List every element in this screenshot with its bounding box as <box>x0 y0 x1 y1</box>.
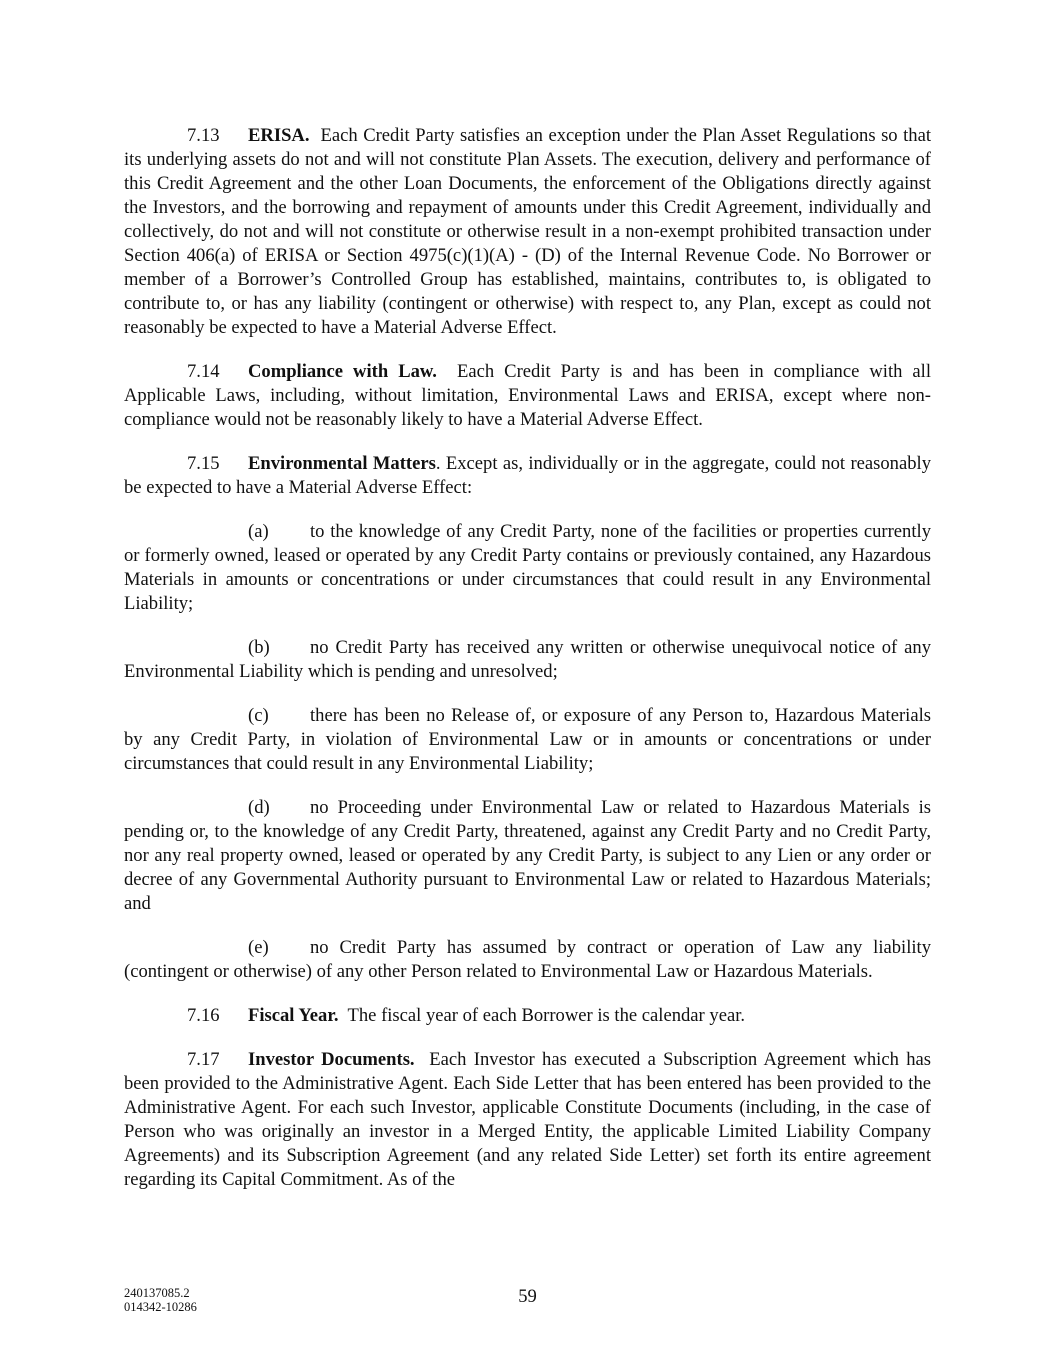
subsection-a <box>124 520 931 616</box>
subsection-label: (d) <box>248 797 270 818</box>
subsection-label: (a) <box>248 521 269 542</box>
section-heading: ERISA. <box>248 125 310 146</box>
subsection-d <box>124 796 931 916</box>
section-number: 7.14 <box>187 361 220 382</box>
subsection-label: (c) <box>248 705 269 726</box>
page-footer <box>124 1284 931 1324</box>
section-number: 7.16 <box>187 1005 220 1026</box>
section-body: . Except as, individually or in the aggregate, could not reasonably be expected to have a Material Adverse Effect: <box>124 453 931 498</box>
section-7-14 <box>124 360 931 432</box>
subsection-label: (e) <box>248 937 269 958</box>
subsection-body: there has been no Release of, or exposure of any Person to, Hazardous Materials by any Credit Party, in violation of Environmental Law or in amounts or concentrations or under circumstances that could result in any Environmental Liability; <box>124 705 931 774</box>
section-body: Each Credit Party is and has been in compliance with all Applicable Laws, including, without limitation, Environmental Laws and ERISA, except where non- compliance would not be reasonably likely to have a Material Adverse Effect. <box>124 361 932 430</box>
section-number: 7.17 <box>187 1049 220 1070</box>
subsection-c <box>124 704 931 776</box>
section-heading: Fiscal Year. <box>248 1005 339 1026</box>
subsection-body: no Proceeding under Environmental Law or related to Hazardous Materials is pending or, to the knowledge of any Credit Party, threatened, against any Credit Party and no Credit Party, nor any real property owned, leased or operated by any Credit Party, is subject to any Lien or any order or decree of any Governmental Authority pursuant to Environmental Law or related to Hazardous Materials; and <box>124 797 931 914</box>
section-body: Each Investor has executed a Subscription Agreement which has been provided to the Administrative Agent. Each Side Letter that has been entered has been provided to the Administrative Agent. For each such Investor, applicable Constitute Documents (including, in the case of Person who was originally an investor in a Merged Entity, the applicable Limited Liability Company Agreements) and its Subscription Agreement (and any related Side Letter) set forth its entire agreement regarding its Capital Commitment. As of the <box>124 1049 932 1190</box>
subsection-label: (b) <box>248 637 270 658</box>
document-id-line-1: 240137085.2 <box>124 1286 190 1300</box>
section-number: 7.15 <box>187 453 220 474</box>
section-7-17 <box>124 1048 931 1192</box>
section-heading: Environmental Matters <box>248 453 436 474</box>
section-body: The fiscal year of each Borrower is the calendar year. <box>347 1005 746 1026</box>
section-7-13 <box>124 124 931 340</box>
section-7-16 <box>124 1004 931 1028</box>
document-id-line-2: 014342-10286 <box>124 1300 197 1314</box>
page-number: 59 <box>518 1286 537 1307</box>
subsection-b <box>124 636 931 684</box>
section-heading: Investor Documents. <box>248 1049 415 1070</box>
document-page <box>124 124 931 1212</box>
section-body: Each Credit Party satisfies an exception under the Plan Asset Regulations so that its underlying assets do not and will not constitute Plan Assets. The execution, delivery and performance of this Credit Agreement and the other Loan Documents, the enforcement of the Obligations directly against the Investors, and the borrowing and repayment of amounts under this Credit Agreement, individually and collectively, do not and will not constitute or otherwise result in a non-exempt prohibited transaction under Section 406(a) of ERISA or Section 4975(c)(1)(A) - (D) of the Internal Revenue Code. No Borrower or member of a Borrower’s Controlled Group has established, maintains, contributes to, is obligated to contribute to, or has any liability (contingent or otherwise) with respect to, any Plan, except as could not reasonably be expected to have a Material Adverse Effect. <box>124 125 932 338</box>
subsection-e <box>124 936 931 984</box>
section-heading: Compliance with Law. <box>248 361 437 382</box>
section-number: 7.13 <box>187 125 220 146</box>
section-7-15 <box>124 452 931 500</box>
subsection-body: no Credit Party has received any written or otherwise unequivocal notice of any Environmental Liability which is pending and unresolved; <box>124 637 931 682</box>
subsection-body: to the knowledge of any Credit Party, none of the facilities or properties currently or formerly owned, leased or operated by any Credit Party contains or previously contained, any Hazardous Materials in amounts or concentrations or under circumstances that could result in any Environmental Liability; <box>124 521 931 614</box>
subsection-body: no Credit Party has assumed by contract or operation of Law any liability (contingent or otherwise) of any other Person related to Environmental Law or Hazardous Materials. <box>124 937 931 982</box>
